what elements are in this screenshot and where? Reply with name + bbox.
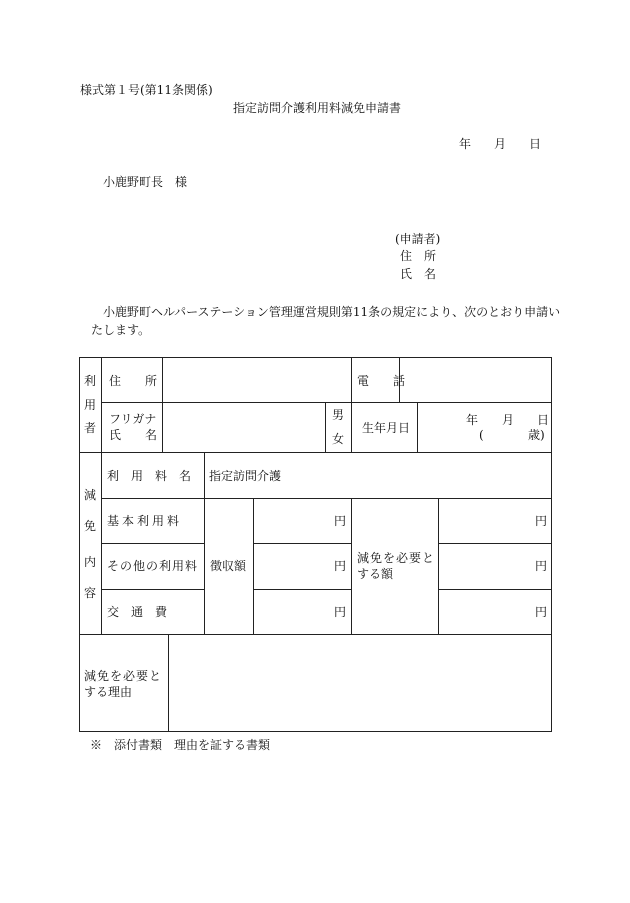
addressee: 小鹿野町長 様 xyxy=(103,175,188,189)
user-phone-label: 電 話 xyxy=(357,374,412,388)
transport-fee-collected-yen: 円 xyxy=(334,605,347,619)
body-text-line1: 小鹿野町ヘルパーステーション管理運営規則第11条の規定により、次のとおり申請い xyxy=(103,305,561,319)
birth-month-label: 月 xyxy=(502,413,515,427)
needed-amount-label-line1: 減免を必要と xyxy=(357,551,436,565)
applicant-name-label: 氏 名 xyxy=(400,267,437,281)
attachment-note: ※ 添付書類 理由を証する書類 xyxy=(90,738,271,752)
transport-fee-label: 交 通 費 xyxy=(107,605,168,619)
date-month-label: 月 xyxy=(494,137,507,151)
fee-name-label: 利 用 料 名 xyxy=(107,469,192,483)
date-day-label: 日 xyxy=(529,137,542,151)
date-year-label: 年 xyxy=(459,137,472,151)
needed-amount-label-line2: する額 xyxy=(357,567,394,581)
other-fee-label: その他の利用料 xyxy=(107,559,199,573)
basic-fee-label: 基本利用料 xyxy=(107,514,183,528)
basic-fee-needed-yen: 円 xyxy=(535,514,548,528)
basic-fee-collected-yen: 円 xyxy=(334,514,347,528)
sex-female: 女 xyxy=(332,432,345,446)
reduction-side-label-4: 容 xyxy=(84,586,97,600)
reason-label-line1: 減免を必要と xyxy=(84,669,163,683)
collected-amount-label: 徴収額 xyxy=(210,559,247,573)
age-close: 歳) xyxy=(528,428,545,442)
birth-year-label: 年 xyxy=(466,413,479,427)
age-open: ( xyxy=(479,428,484,442)
reason-label-line2: する理由 xyxy=(84,685,133,699)
user-side-label-3: 者 xyxy=(84,421,97,435)
user-side-label-2: 用 xyxy=(84,398,97,412)
birthdate-label: 生年月日 xyxy=(362,421,411,435)
birth-day-label: 日 xyxy=(537,413,550,427)
sex-male: 男 xyxy=(332,408,345,422)
user-name-label: 氏 名 xyxy=(109,428,164,442)
document-title: 指定訪問介護利用料減免申請書 xyxy=(233,101,402,115)
transport-fee-needed-yen: 円 xyxy=(535,605,548,619)
applicant-address-label: 住 所 xyxy=(400,249,437,263)
other-fee-collected-yen: 円 xyxy=(334,559,347,573)
reduction-side-label-1: 減 xyxy=(84,488,97,502)
user-side-label-1: 利 xyxy=(84,374,97,388)
other-fee-needed-yen: 円 xyxy=(535,559,548,573)
reduction-side-label-3: 内 xyxy=(84,555,97,569)
form-number: 様式第１号(第11条関係) xyxy=(80,83,213,97)
reduction-side-label-2: 免 xyxy=(84,519,97,533)
furigana-label: フリガナ xyxy=(109,412,157,426)
body-text-line2: たします。 xyxy=(91,323,151,337)
user-address-label: 住 所 xyxy=(109,374,164,388)
fee-name-value: 指定訪問介護 xyxy=(209,469,282,483)
applicant-label: (申請者) xyxy=(395,232,441,246)
